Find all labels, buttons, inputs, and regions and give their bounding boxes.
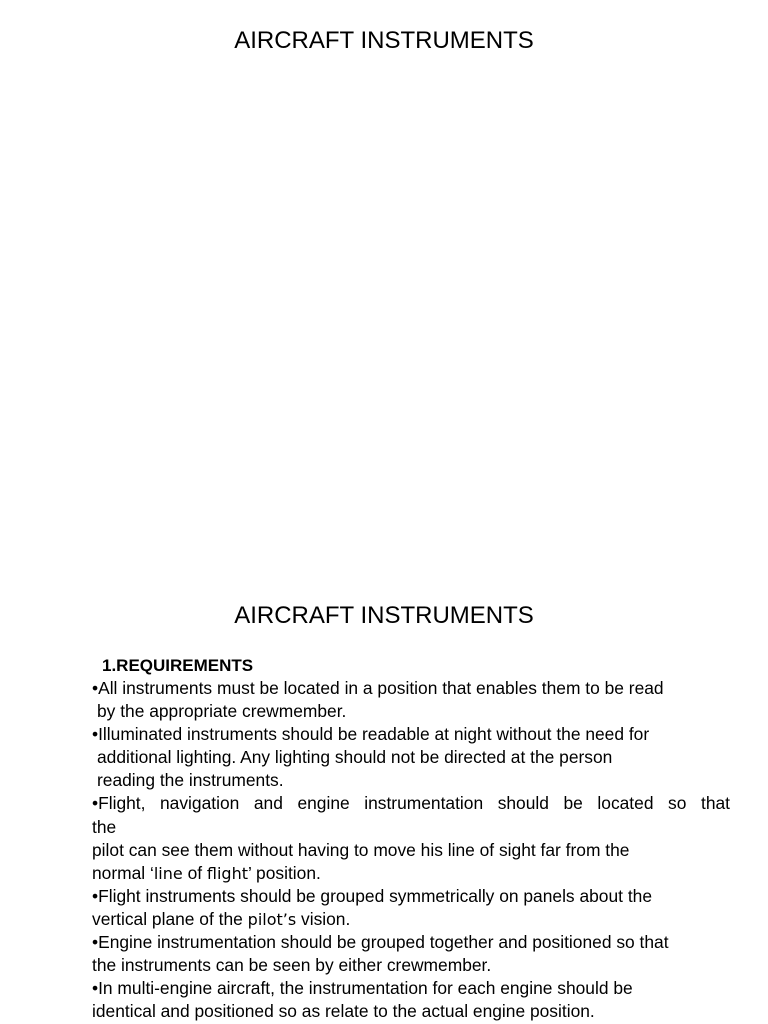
body-line: •Engine instrumentation should be grouped together and positioned so that	[92, 932, 669, 953]
slide-title: AIRCRAFT INSTRUMENTS	[234, 602, 534, 629]
requirements-body	[92, 677, 732, 1023]
body-line: identical and positioned so as relate to the actual engine position.	[92, 1001, 595, 1022]
body-line: •All instruments must be located in a position that enables them to be read	[92, 678, 664, 698]
body-line: the instruments can be seen by either crewmember.	[92, 955, 492, 976]
body-line: pilot can see them without having to move his line of sight far from the	[92, 839, 630, 860]
body-line: •Flight instruments should be grouped symmetrically on panels about the	[92, 885, 652, 906]
body-line: normal ‘line of flight’ position.	[92, 862, 321, 883]
page-title: AIRCRAFT INSTRUMENTS	[234, 27, 534, 54]
section-heading-requirements: 1.REQUIREMENTS	[102, 656, 254, 675]
body-line: additional lighting. Any lighting should not be directed at the person	[97, 747, 613, 768]
body-line: •In multi-engine aircraft, the instrumentation for each engine should be	[92, 978, 633, 999]
body-line: by the appropriate crewmember.	[97, 701, 347, 722]
body-line: the	[92, 816, 117, 837]
body-line: reading the instruments.	[97, 770, 284, 791]
body-line: vertical plane of the pilot’s vision.	[92, 908, 351, 929]
body-line: •Flight, navigation and engine instrumentation should be located so that	[92, 793, 730, 814]
body-line: •Illuminated instruments should be readable at night without the need for	[92, 724, 650, 745]
